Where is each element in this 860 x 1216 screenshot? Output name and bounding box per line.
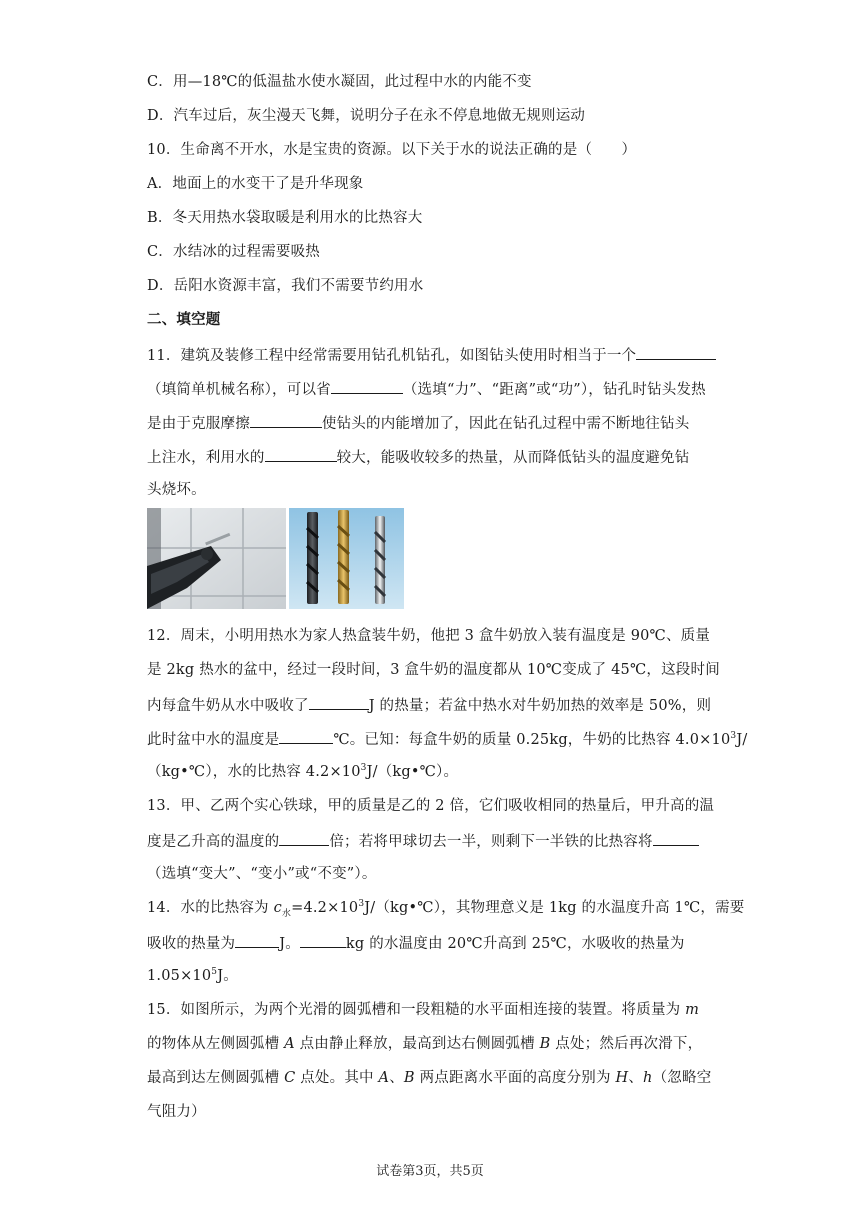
question-12-line2: 是 2kg 热水的盆中，经过一段时间，3 盒牛奶的温度都从 10℃变成了 45℃，这段时间 bbox=[147, 662, 720, 678]
option-9c: C．用—18℃的低温盐水使水凝固，此过程中水的内能不变 bbox=[147, 74, 532, 90]
question-13-line2: 度是乙升高的温度的 倍；若将甲球切去一半，则剩下一半铁的比热容将 bbox=[147, 830, 747, 852]
question-11-line2: （填简单机械名称），可以省 （选填“力”、“距离”或“功”），钻孔时钻头发热 bbox=[147, 378, 747, 400]
option-10c: C．水结冰的过程需要吸热 bbox=[147, 244, 320, 260]
answer-blank bbox=[331, 378, 403, 394]
answer-blank bbox=[653, 830, 699, 846]
question-11-line5: 头烧坏。 bbox=[147, 482, 206, 498]
question-12-line4: 此时盆中水的温度是 ℃。已知：每盒牛奶的质量 0.25kg，牛奶的比热容 $4.0\times 10^3J/$ bbox=[147, 728, 747, 750]
option-10b: B．冬天用热水袋取暖是利用水的比热容大 bbox=[147, 210, 423, 226]
question-15-line1: 15．如图所示，为两个光滑的圆弧槽和一段粗糙的水平面相连接的装置。将质量为 m bbox=[147, 1002, 700, 1018]
question-14-line2: 吸收的热量为 J。 kg 的水温度由 20℃升高到 25℃，水吸收的热量为 bbox=[147, 932, 747, 954]
option-9d: D．汽车过后，灰尘漫天飞舞，说明分子在永不停息地做无规则运动 bbox=[147, 108, 586, 124]
drill-bits-photo bbox=[289, 508, 404, 609]
answer-blank bbox=[279, 830, 329, 846]
section-heading: 二、填空题 bbox=[147, 311, 221, 328]
answer-blank bbox=[636, 344, 716, 360]
question-10: 10．生命离不开水，水是宝贵的资源。以下关于水的说法正确的是（ ） bbox=[147, 142, 637, 158]
drill-bits-image bbox=[289, 508, 404, 609]
answer-blank bbox=[235, 932, 279, 948]
question-14-line1: 14．水的比热容为 $c_水=4.2\times 10^3J/(kg•℃)$，其物理意义是 1kg 的水温度升高 1℃，需要 bbox=[147, 899, 745, 919]
question-12-line5: （kg•℃），水的比热容 $4.2\times 10^3J/(kg•℃)$。 bbox=[147, 763, 459, 780]
option-10d: D．岳阳水资源丰富，我们不需要节约用水 bbox=[147, 278, 424, 294]
question-11-line1: 11．建筑及装修工程中经常需要用钻孔机钻孔，如图钻头使用时相当于一个 bbox=[147, 344, 747, 366]
answer-blank bbox=[265, 446, 337, 462]
drill-on-wall-image bbox=[147, 508, 286, 609]
question-13-line3: （选填“变大”、“变小”或“不变”）。 bbox=[147, 866, 377, 882]
answer-blank bbox=[250, 412, 322, 428]
question-15-line4: 气阻力） bbox=[147, 1104, 206, 1120]
question-13-line1: 13．甲、乙两个实心铁球，甲的质量是乙的 2 倍，它们吸收相同的热量后，甲升高的温 bbox=[147, 798, 715, 814]
question-15-line2: 的物体从左侧圆弧槽 A 点由静止释放，最高到达右侧圆弧槽 B 点处；然后再次滑下， bbox=[147, 1036, 703, 1052]
question-12-line1: 12．周末，小明用热水为家人热盒装牛奶，他把 3 盒牛奶放入装有温度是 90℃、质量 bbox=[147, 628, 711, 644]
answer-blank bbox=[309, 694, 369, 710]
question-15-line3: 最高到达左侧圆弧槽 C 点处。其中 A、B 两点距离水平面的高度分别为 H、h（忽略空 bbox=[147, 1070, 712, 1086]
question-12-line3: 内每盒牛奶从水中吸收了 J 的热量；若盆中热水对牛奶加热的效率是 50%，则 bbox=[147, 694, 747, 716]
drill-on-wall-photo bbox=[147, 508, 286, 609]
question-14-line3: $1.05\times 10^5J$。 bbox=[147, 967, 238, 984]
question-11-line4: 上注水，利用水的 较大，能吸收较多的热量，从而降低钻头的温度避免钻 bbox=[147, 446, 747, 468]
answer-blank bbox=[300, 932, 346, 948]
option-10a: A．地面上的水变干了是升华现象 bbox=[147, 176, 364, 192]
question-11-line3: 是由于克服摩擦 使钻头的内能增加了，因此在钻孔过程中需不断地往钻头 bbox=[147, 412, 747, 434]
answer-blank bbox=[279, 728, 333, 744]
page-footer: 试卷第3页，共5页 bbox=[376, 1164, 484, 1179]
